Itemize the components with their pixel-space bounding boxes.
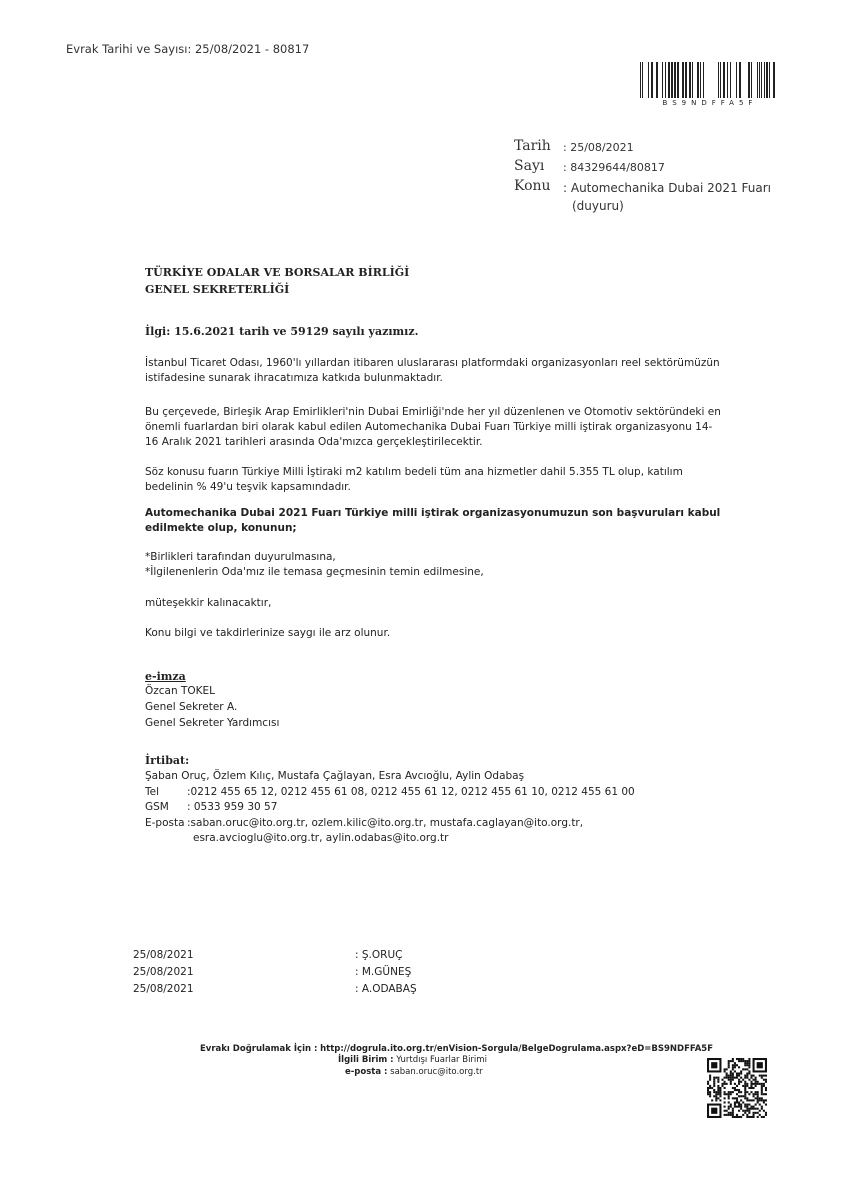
tel-label: Tel [145,786,160,798]
bullet-item-2: *İlgilenenlerin Oda'mız ile temasa geçmesinin temin edilmesine, [145,566,484,578]
bullet-item-1: *Birlikleri tarafından duyurulmasına, [145,551,336,563]
paragraph-4 [145,506,765,536]
recipient-line-2: GENEL SEKRETERLİĞİ [145,283,290,296]
verify-url[interactable]: http://dogrula.ito.org.tr/enVision-Sorgula/BelgeDogrulama.aspx?eD=BS9NDFFA5F [320,1044,714,1054]
signatory-title-1: Genel Sekreter A. [145,701,238,713]
approval-name-1: : Ş.ORUÇ [355,949,403,961]
subject-label: Konu [514,178,551,194]
gsm-value: : 0533 959 30 57 [187,801,278,813]
paragraph-2-line-1: Bu çerçevede, Birleşik Arap Emirlikleri'nin Dubai Emirliği'nde her yıl düzenlenen ve Otomotiv sektöründeki en [145,406,721,418]
barcode-icon [640,62,780,102]
paragraph-3 [145,465,765,495]
paragraph-4-line-2: edilmekte olup, konunun; [145,522,297,534]
footer-unit [338,1055,487,1065]
verify-label: Evrakı Doğrulamak İçin : [200,1044,318,1054]
number-label: Sayı [514,158,545,174]
paragraph-2 [145,405,765,450]
unit-value: Yurtdışı Fuarlar Birimi [396,1055,487,1065]
paragraph-2-line-3: 16 Aralık 2021 tarihleri arasında Oda'mızca gerçekleştirilecektir. [145,436,483,448]
recipient-line-1: TÜRKİYE ODALAR VE BORSALAR BİRLİĞİ [145,266,410,279]
date-label: Tarih [514,138,551,154]
footer-email [345,1067,483,1077]
e-signature-label: e-imza [145,670,186,683]
number-value: : 84329644/80817 [563,161,665,174]
email-value-1: :saban.oruc@ito.org.tr, ozlem.kilic@ito.org.tr, mustafa.caglayan@ito.org.tr, [187,817,584,829]
contact-names: Şaban Oruç, Özlem Kılıç, Mustafa Çağlayan, Esra Avcıoğlu, Aylin Odabaş [145,770,525,782]
footer-verification [200,1043,720,1055]
barcode-code: BS9NDFFA5F [662,99,758,107]
paragraph-2-line-2: önemli fuarlardan biri olarak kabul edilen Automechanika Dubai Fuarı Türkiye milli iştirak organizasyonu 14- [145,421,713,433]
email-value-2: esra.avcioglu@ito.org.tr, aylin.odabas@ito.org.tr [193,832,449,844]
document-reference: Evrak Tarihi ve Sayısı: 25/08/2021 - 80817 [66,42,310,56]
approval-name-3: : A.ODABAŞ [355,983,417,995]
paragraph-1 [145,356,765,386]
paragraph-6: Konu bilgi ve takdirlerinize saygı ile arz olunur. [145,627,391,639]
footer-email-label: e-posta : [345,1067,388,1077]
subject-value-note: (duyuru) [572,199,624,213]
approval-date-2: 25/08/2021 [133,966,194,978]
tel-value: :0212 455 65 12, 0212 455 61 08, 0212 455 61 12, 0212 455 61 10, 0212 455 61 00 [187,786,635,798]
paragraph-3-line-2: bedelinin % 49'u teşvik kapsamındadır. [145,481,351,493]
approval-date-1: 25/08/2021 [133,949,194,961]
qr-code-icon [707,1058,767,1118]
paragraph-3-line-1: Söz konusu fuarın Türkiye Milli İştiraki m2 katılım bedeli tüm ana hizmetler dahil 5.355 TL olup, katılım [145,466,683,478]
signatory-name: Özcan TOKEL [145,685,216,697]
paragraph-5: müteşekkir kalınacaktır, [145,597,272,609]
signatory-title-2: Genel Sekreter Yardımcısı [145,717,280,729]
paragraph-1-line-2: istifadesine sunarak ihracatımıza katkıda bulunmaktadır. [145,372,443,384]
bullet-list [145,550,765,580]
approval-date-3: 25/08/2021 [133,983,194,995]
subject-value: : Automechanika Dubai 2021 Fuarı [563,181,771,195]
paragraph-1-line-1: İstanbul Ticaret Odası, 1960'lı yıllardan itibaren uluslararası platformdaki organizasyonları reel sektörümüzün [145,357,720,369]
paragraph-4-line-1: Automechanika Dubai 2021 Fuarı Türkiye milli iştirak organizasyonumuzun son başvuruları kabul [145,507,721,519]
email-label: E-posta [145,817,185,829]
date-value: : 25/08/2021 [563,141,634,154]
approval-name-2: : M.GÜNEŞ [355,966,412,978]
contact-heading: İrtibat: [145,754,190,767]
gsm-label: GSM [145,801,169,813]
unit-label: İlgili Birim : [338,1055,394,1065]
reference-line: İlgi: 15.6.2021 tarih ve 59129 sayılı yazımız. [145,325,419,338]
footer-email-value: saban.oruc@ito.org.tr [390,1067,483,1077]
